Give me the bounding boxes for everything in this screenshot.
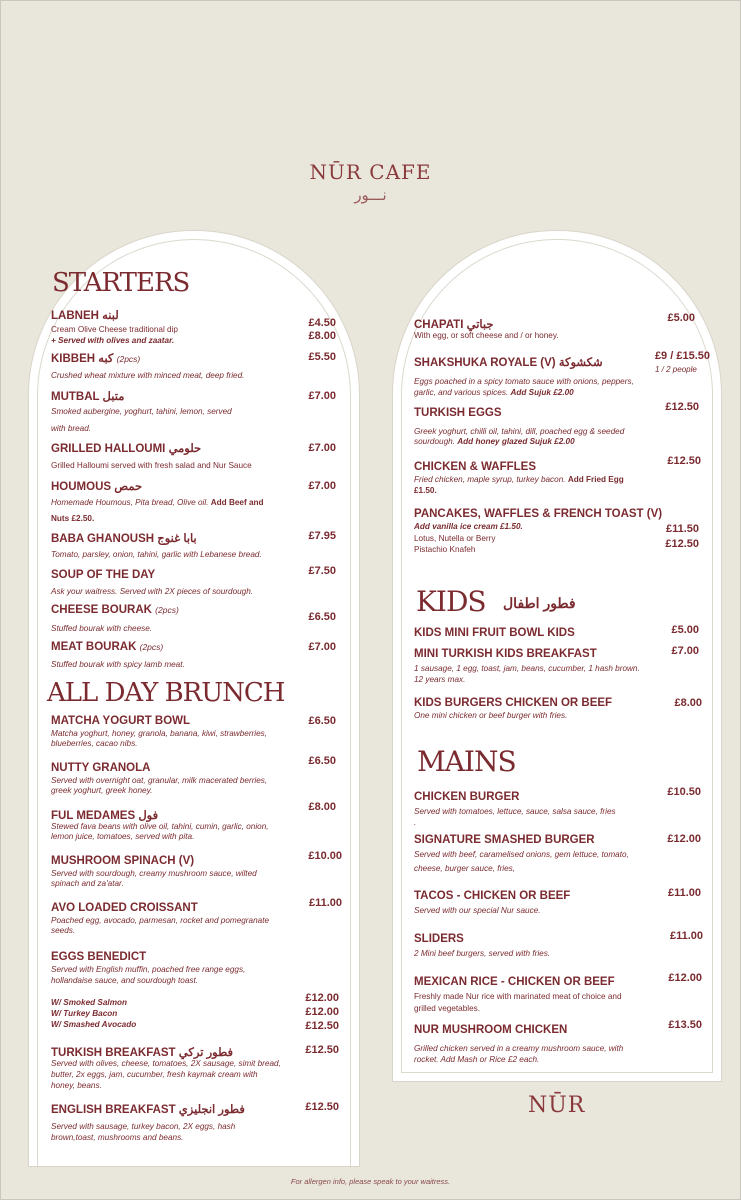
item-name: MUTBAL [51, 391, 100, 403]
item-desc: Served with sourdough, creamy mushroom sauce, wilted [51, 869, 257, 878]
menu-item-tacos: TACOS - CHICKEN OR BEEF [414, 890, 571, 902]
item-price: £11.50 [665, 523, 699, 535]
item-note: (2pcs) [116, 354, 141, 364]
item-desc: . [414, 818, 417, 827]
option-label: W/ Turkey Bacon [51, 1009, 118, 1018]
item-price: £12.50 [665, 538, 699, 550]
brand-name: NŪR CAFE [309, 160, 432, 184]
item-name-arabic: كبه [98, 353, 114, 365]
item-desc: + Served with olives and zaatar. [51, 336, 175, 345]
item-desc: Tomato, parsley, onion, tahini, garlic with Lebanese bread. [51, 550, 262, 559]
item-desc: Served with our special Nur sauce. [414, 906, 541, 915]
item-desc: seeds. [51, 926, 76, 935]
menu-item-mutbal [51, 389, 124, 403]
menu-item-chicken-burger: CHICKEN BURGER [414, 791, 520, 803]
item-name: GRILLED HALLOUMI [51, 443, 166, 455]
item-price: £11.00 [667, 887, 701, 899]
item-name-arabic: لبنه [102, 310, 119, 322]
item-desc: Matcha yoghurt, honey, granola, banana, kiwi, strawberries, [51, 729, 268, 738]
item-desc: Grilled chicken served in a creamy mushroom sauce, with [414, 1044, 624, 1053]
menu-item-meat-bourak [51, 641, 163, 653]
section-title-starters: STARTERS [52, 268, 190, 298]
item-desc: Lotus, Nutella or Berry [414, 534, 496, 543]
item-desc: 1 sausage, 1 egg, toast, jam, beans, cucumber, 1 hash brown. [414, 664, 640, 673]
option-label: W/ Smoked Salmon [51, 998, 127, 1007]
menu-item-baba-ghanoush [51, 531, 197, 545]
section-title-brunch: ALL DAY BRUNCH [47, 678, 285, 708]
item-price: £7.00 [308, 442, 336, 454]
menu-item-mushroom-spinach: MUSHROOM SPINACH (V) [51, 855, 195, 867]
section-title-kids-arabic: فطور اطفال [503, 595, 576, 611]
menu-item-chapati [414, 317, 493, 331]
desc-addon: Add Beef and [210, 498, 264, 507]
item-note: (2pcs) [139, 642, 164, 652]
item-name: MEAT BOURAK [51, 641, 137, 653]
item-price: £6.50 [308, 715, 336, 727]
menu-item-english-breakfast [51, 1102, 245, 1116]
menu-item-pancakes: PANCAKES, WAFFLES & FRENCH TOAST (V) [414, 508, 663, 520]
menu-item-soup: SOUP OF THE DAY [51, 569, 156, 581]
menu-item-turkish-breakfast [51, 1045, 233, 1059]
menu-item-mushroom-chicken: NUR MUSHROOM CHICKEN [414, 1024, 568, 1036]
item-desc: Smoked aubergine, yoghurt, tahini, lemon, served [51, 407, 232, 416]
item-desc: blueberries, cacao nibs. [51, 739, 138, 748]
item-desc: grilled vegetables. [414, 1004, 480, 1013]
item-note: (2pcs) [155, 605, 179, 615]
menu-item-chicken-waffles: CHICKEN & WAFFLES [414, 461, 537, 473]
item-name: CHAPATI [414, 319, 464, 331]
item-name-arabic: فول [138, 810, 159, 822]
item-desc: Poached egg, avocado, parmesan, rocket and pomegranate [51, 916, 270, 925]
item-name: HOUMOUS [51, 481, 112, 493]
item-desc: Stewed fava beans with olive oil, tahini, cumin, garlic, onion, [51, 822, 269, 831]
desc-addon: Add Fried Egg [567, 475, 624, 484]
item-name: FUL MEDAMES [51, 810, 136, 822]
option-price: £12.00 [305, 992, 339, 1004]
item-desc: £1.50. [414, 486, 437, 495]
item-price: £9 / £15.50 [654, 350, 710, 362]
menu-item-kids-fruit-bowl: KIDS MINI FRUIT BOWL KIDS [414, 627, 575, 639]
item-desc [51, 498, 264, 509]
menu-item-ful-medames [51, 808, 158, 822]
item-price: £11.00 [308, 897, 342, 909]
item-desc: with bread. [51, 424, 92, 433]
item-desc: Ask your waitress. Served with 2X pieces of sourdough. [51, 587, 254, 596]
menu-item-mexican-rice: MEXICAN RICE - CHICKEN OR BEEF [414, 976, 615, 988]
item-price: £8.00 [308, 330, 336, 342]
item-desc: Cream Olive Cheese traditional dip [51, 325, 178, 334]
item-desc: butter, 2x eggs, jam, cucumber, fresh kaymak cream with [51, 1070, 258, 1079]
item-name: BABA GHANOUSH [51, 533, 155, 545]
item-price: £6.50 [308, 611, 336, 623]
item-desc: Served with sausage, turkey bacon, 2X eggs, hash [51, 1122, 236, 1131]
item-desc: Crushed wheat mixture with minced meat, deep fried. [51, 371, 245, 380]
item-name-arabic: جباتي [466, 319, 494, 331]
option-label: W/ Smashed Avocado [51, 1020, 137, 1029]
item-name: KIBBEH [51, 353, 96, 365]
menu-item-matcha: MATCHA YOGURT BOWL [51, 715, 191, 727]
item-price: £6.50 [308, 755, 336, 767]
brand-logo [0, 160, 741, 204]
item-price: £13.50 [668, 1019, 702, 1031]
item-name: ENGLISH BREAKFAST [51, 1104, 176, 1116]
item-price: £10.50 [667, 786, 701, 798]
item-price: £5.00 [671, 624, 699, 636]
desc-text: Homemade Houmous, Pita bread, Olive oil. [51, 498, 209, 507]
item-desc: Served with overnight oat, granular, milk macerated berries, [51, 776, 268, 785]
item-desc: cheese, burger sauce, fries, [414, 864, 516, 873]
item-name-arabic: متبل [102, 391, 125, 403]
item-desc: Pistachio Knafeh [414, 545, 476, 554]
item-desc: Grilled Halloumi served with fresh salad and Nur Sauce [51, 461, 252, 470]
item-desc: Add vanilla ice cream £1.50. [414, 522, 523, 531]
item-name-arabic: حلومي [168, 443, 202, 455]
item-desc: Stuffed bourak with spicy lamb meat. [51, 660, 185, 669]
item-desc: Served with beef, caramelised onions, gem lettuce, tomato, [414, 850, 629, 859]
item-desc: Served with English muffin, poached free range eggs, [51, 965, 246, 974]
item-price: £8.00 [674, 697, 702, 709]
price-note: 1 / 2 people [655, 365, 697, 374]
item-name: TURKISH BREAKFAST [51, 1047, 176, 1059]
item-desc: Served with tomatoes, lettuce, sauce, salsa sauce, fries [414, 807, 616, 816]
item-desc: Nuts £2.50. [51, 514, 95, 523]
item-name-arabic: فطور انجليزي [178, 1104, 245, 1116]
desc-text: Fried chicken, maple syrup, turkey bacon. [414, 475, 566, 484]
item-desc: hollandaise sauce, and sourdough toast. [51, 976, 199, 985]
menu-item-nutty-granola: NUTTY GRANOLA [51, 762, 151, 774]
item-desc: Freshly made Nur rice with marinated meat of choice and [414, 992, 622, 1001]
menu-item-houmous [51, 479, 142, 493]
item-desc: Eggs poached in a spicy tomato sauce with onions, peppers, [414, 377, 634, 386]
item-desc: rocket. Add Mash or Rice £2 each. [414, 1055, 540, 1064]
item-desc: With egg, or soft cheese and / or honey. [414, 331, 559, 340]
item-name-arabic: بابا غنوج [157, 533, 197, 545]
desc-addon: Add Sujuk £2.00 [510, 388, 574, 397]
menu-item-sliders: SLIDERS [414, 933, 464, 945]
item-price: £7.00 [308, 390, 336, 402]
option-price: £12.50 [305, 1020, 339, 1032]
menu-item-cheese-bourak [51, 604, 179, 616]
item-desc [414, 388, 574, 399]
menu-item-avo-croissant: AVO LOADED CROISSANT [51, 902, 198, 914]
item-desc: 12 years max. [414, 675, 466, 684]
item-price: £12.50 [667, 455, 701, 467]
item-price: £10.00 [308, 850, 342, 862]
item-desc: brown,toast, mushrooms and beans. [51, 1133, 184, 1142]
item-price: £7.00 [308, 480, 336, 492]
menu-item-turkish-eggs: TURKISH EGGS [414, 407, 502, 419]
menu-item-kids-burgers: KIDS BURGERS CHICKEN OR BEEF [414, 697, 613, 709]
item-price: £7.00 [308, 641, 336, 653]
item-desc: One mini chicken or beef burger with fries. [414, 711, 568, 720]
desc-text: sourdough. [414, 437, 455, 446]
item-name: LABNEH [51, 310, 99, 322]
item-price: £7.00 [671, 645, 699, 657]
desc-text: garlic, and various spices. [414, 388, 509, 397]
item-desc: lemon juice, tomatoes, served with pita. [51, 832, 195, 841]
menu-item-kids-turkish-breakfast: MINI TURKISH KIDS BREAKFAST [414, 648, 597, 660]
item-price: £12.00 [667, 833, 701, 845]
item-price: £4.50 [308, 317, 336, 329]
item-desc: Served with olives, cheese, tomatoes, 2X sausage, simit bread, [51, 1059, 281, 1068]
menu-item-shakshuka [414, 355, 603, 369]
menu-item-grilled-halloumi [51, 441, 201, 455]
item-price: £7.95 [308, 530, 336, 542]
brand-arabic: نـــور [354, 186, 387, 204]
item-desc [414, 475, 624, 486]
desc-addon: Add honey glazed Sujuk £2.00 [457, 437, 575, 446]
item-desc: spinach and za'atar. [51, 879, 124, 888]
section-title-mains: MAINS [417, 745, 516, 778]
item-desc: Stuffed bourak with cheese. [51, 624, 153, 633]
item-price: £5.00 [667, 312, 695, 324]
item-price: £12.50 [305, 1044, 339, 1056]
menu-item-smashed-burger: SIGNATURE SMASHED BURGER [414, 834, 595, 846]
item-name-arabic: فطور تركي [178, 1047, 234, 1059]
item-desc: Greek yoghurt, chilli oil, tahini, dill, poached egg & seeded [414, 427, 625, 436]
item-desc: honey, beans. [51, 1081, 102, 1090]
item-price: £7.50 [308, 565, 336, 577]
menu-item-kibbeh [51, 351, 140, 365]
bottom-logo: NŪR [528, 1093, 586, 1118]
item-price: £12.00 [668, 972, 702, 984]
item-price: £12.50 [665, 401, 699, 413]
item-name: SHAKSHUKA ROYALE (V) [414, 357, 556, 369]
item-price: £5.50 [308, 351, 336, 363]
menu-item-labneh [51, 308, 119, 322]
item-desc [414, 437, 575, 448]
allergen-footer: For allergen info, please speak to your waitress. [290, 1177, 451, 1186]
item-name-arabic: شكشوكة [558, 357, 603, 369]
item-price: £12.50 [305, 1101, 339, 1113]
item-price: £8.00 [308, 801, 336, 813]
item-price: £11.00 [669, 930, 703, 942]
item-desc: greek yoghurt, greek honey. [51, 786, 153, 795]
section-title-kids: KIDS [416, 585, 486, 618]
item-name: CHEESE BOURAK [51, 604, 152, 616]
option-price: £12.00 [305, 1006, 339, 1018]
menu-item-eggs-benedict: EGGS BENEDICT [51, 951, 147, 963]
item-name-arabic: حمص [114, 481, 143, 493]
item-desc: 2 Mini beef burgers, served with fries. [414, 949, 551, 958]
